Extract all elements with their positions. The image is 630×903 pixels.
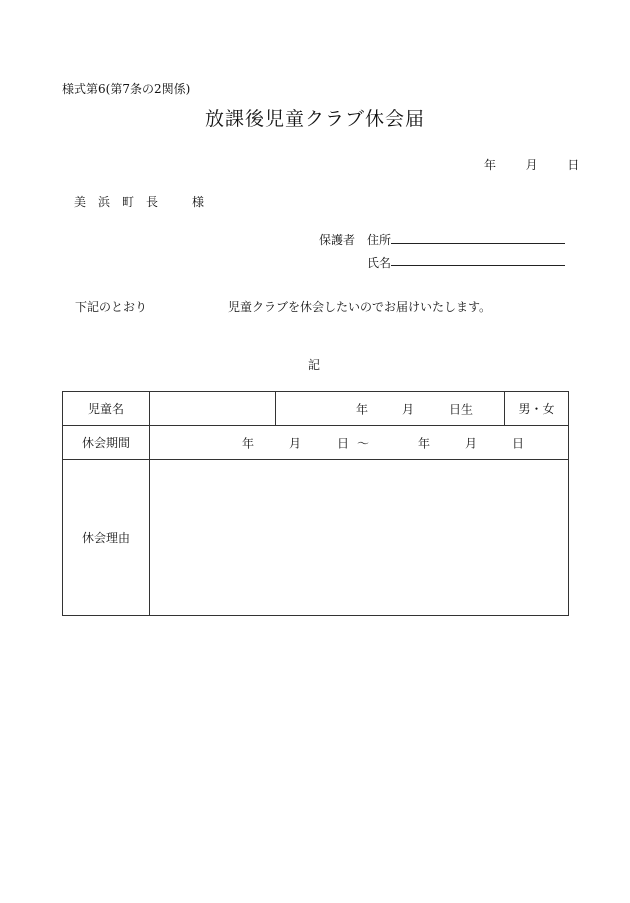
period-cell[interactable] — [150, 426, 569, 460]
birth-day: 日生 — [449, 402, 474, 416]
address-field[interactable] — [391, 243, 565, 244]
child-name-cell[interactable] — [150, 392, 276, 426]
ki-heading: 記 — [308, 358, 321, 372]
child-name-label: 児童名 — [63, 392, 150, 426]
period-separator: ～ — [357, 436, 370, 450]
period-to-month: 月 — [465, 436, 478, 450]
table-row — [63, 460, 569, 616]
application-table — [62, 391, 569, 616]
reason-label: 休会理由 — [63, 460, 150, 616]
gender-cell[interactable]: 男・女 — [505, 392, 569, 426]
period-from-year: 年 — [242, 436, 255, 450]
addressee-honorific: 様 — [192, 195, 205, 209]
intro-text: 児童クラブを休会したいのでお届けいたします。 — [228, 300, 492, 314]
period-to-year: 年 — [418, 436, 431, 450]
date-year: 年 — [484, 158, 497, 172]
addressee-name: 美 浜 町 長 — [74, 195, 159, 209]
period-label: 休会期間 — [63, 426, 150, 460]
guardian-label: 保護者 — [319, 233, 356, 247]
address-label: 住所 — [367, 233, 392, 247]
birth-year: 年 — [356, 402, 369, 416]
table-row — [63, 426, 569, 460]
addressee — [74, 193, 204, 210]
intro-prefix: 下記のとおり — [75, 300, 148, 314]
reason-cell[interactable] — [150, 460, 569, 616]
form-number: 様式第6(第7条の2関係) — [62, 82, 191, 96]
birthdate-cell[interactable] — [276, 392, 505, 426]
date-day: 日 — [567, 158, 580, 172]
name-field[interactable] — [391, 265, 565, 266]
period-to-day: 日 — [512, 436, 525, 450]
date-month: 月 — [525, 158, 538, 172]
submission-date — [484, 156, 579, 173]
table-row — [63, 392, 569, 426]
period-from-month: 月 — [289, 436, 302, 450]
period-from-day: 日 — [337, 436, 350, 450]
birth-month: 月 — [402, 402, 415, 416]
page-title: 放課後児童クラブ休会届 — [204, 108, 425, 130]
name-label: 氏名 — [367, 256, 392, 270]
